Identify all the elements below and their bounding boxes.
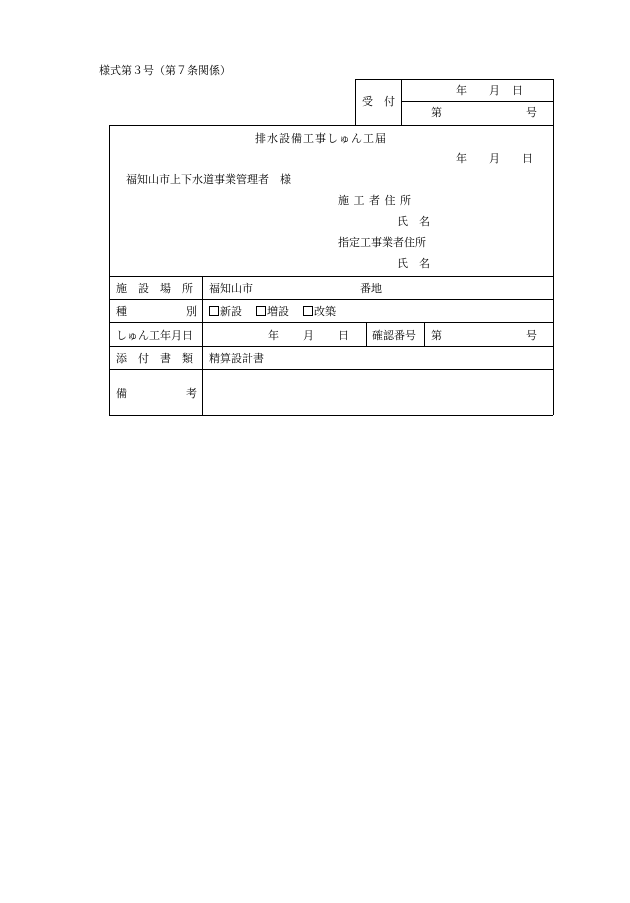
confirm-suffix: 号 <box>526 329 537 342</box>
checkbox-icon <box>303 306 313 316</box>
reception-number-prefix: 第 <box>431 106 442 119</box>
reception-number-suffix: 号 <box>526 106 537 119</box>
completion-month: 月 <box>303 329 314 342</box>
location-city: 福知山市 <box>209 282 253 295</box>
contractor-address-label: 施 工 者 住 所 <box>338 194 411 207</box>
completion-label: しゅん工年月日 <box>116 329 193 342</box>
form-date-day: 日 <box>522 152 533 165</box>
remarks-label-second: 考 <box>186 387 197 400</box>
addressee: 福知山市上下水道事業管理者 様 <box>126 173 291 186</box>
form-number: 様式第３号（第７条関係） <box>99 64 231 77</box>
reception-year: 年 <box>456 84 467 97</box>
completion-day: 日 <box>338 329 349 342</box>
type-option-rebuild[interactable]: 改築 <box>303 306 336 317</box>
type-label-first: 種 <box>116 305 127 318</box>
location-label: 施 設 場 所 <box>116 282 193 295</box>
reception-month: 月 <box>489 84 500 97</box>
reception-label: 受 付 <box>362 95 395 108</box>
completion-year: 年 <box>268 329 279 342</box>
type-option-expand[interactable]: 増設 <box>256 306 289 317</box>
form-date-year: 年 <box>456 152 467 165</box>
designated-name-label: 氏 名 <box>397 257 430 270</box>
location-suffix: 番地 <box>360 282 382 295</box>
contractor-name-label: 氏 名 <box>397 215 430 228</box>
reception-day: 日 <box>512 84 523 97</box>
checkbox-icon <box>256 306 266 316</box>
form-date-month: 月 <box>489 152 500 165</box>
remarks-label-first: 備 <box>116 387 127 400</box>
form-title: 排水設備工事しゅん工届 <box>255 132 387 145</box>
attach-value: 精算設計書 <box>209 352 264 365</box>
confirm-label: 確認番号 <box>372 329 416 342</box>
type-option-new[interactable]: 新設 <box>209 306 242 317</box>
type-label-second: 別 <box>186 305 197 318</box>
confirm-prefix: 第 <box>431 329 442 342</box>
designated-address-label: 指定工事業者住所 <box>338 236 426 249</box>
checkbox-icon <box>209 306 219 316</box>
attach-label: 添 付 書 類 <box>116 352 193 365</box>
